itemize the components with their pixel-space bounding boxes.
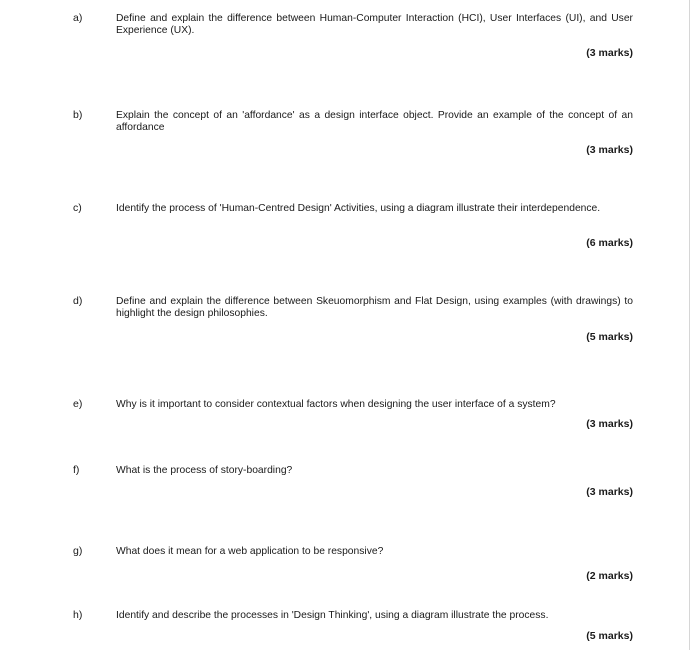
question-text: Identify the process of 'Human-Centred Design' Activities, using a diagram illustrate their interdependence. [116,203,601,214]
question-label: a) [73,12,83,24]
question-marks: (3 marks) [586,486,633,498]
question-text: Define and explain the difference between Human-Computer Interaction (HCI), User Interfaces (UI), and User Experience (UX). [116,13,633,36]
question-label: c) [73,202,82,214]
question-marks: (3 marks) [586,418,633,430]
question-text: Define and explain the difference between Skeuomorphism and Flat Design, using examples (with drawings) to highlight the design philosophies. [116,296,633,319]
question-label: g) [73,545,83,557]
question-label: e) [73,398,83,410]
question-marks: (3 marks) [586,144,633,156]
question-label: f) [73,464,80,476]
question-marks: (2 marks) [586,570,633,582]
question-label: h) [73,609,83,621]
question-marks: (5 marks) [586,331,633,343]
question-text: Identify and describe the processes in 'Design Thinking', using a diagram illustrate the process. [116,610,549,621]
question-label: b) [73,109,83,121]
question-text: What does it mean for a web application to be responsive? [116,546,384,557]
question-text: Why is it important to consider contextual factors when designing the user interface of a system? [116,399,556,410]
question-marks: (3 marks) [586,47,633,59]
question-text: Explain the concept of an 'affordance' as a design interface object. Provide an example of the concept of an affordance [116,110,633,133]
question-marks: (5 marks) [586,630,633,642]
question-label: d) [73,295,83,307]
page-edge [689,0,690,650]
question-marks: (6 marks) [586,237,633,249]
question-text: What is the process of story-boarding? [116,465,293,476]
